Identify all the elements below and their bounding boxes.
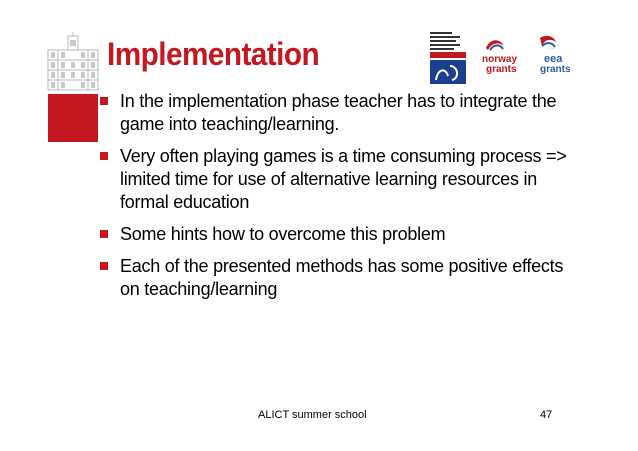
- bullet-square-icon: [100, 230, 108, 238]
- bullet-item: [100, 145, 570, 214]
- partner-logos-graphic: [428, 30, 588, 86]
- bullet-item: [100, 255, 570, 301]
- university-logo: [44, 32, 102, 142]
- bullet-item: [100, 223, 570, 246]
- svg-text:···: ···: [550, 46, 555, 52]
- bullet-item: [100, 90, 570, 136]
- partner-logos: [428, 30, 588, 86]
- svg-text:grants: grants: [486, 64, 517, 75]
- bullet-square-icon: [100, 262, 108, 270]
- bullet-list: [100, 90, 570, 310]
- svg-text:grants: grants: [540, 64, 571, 75]
- bullet-text: In the implementation phase teacher has to integrate the game into teaching/learning.: [120, 91, 557, 134]
- bullet-square-icon: [100, 152, 108, 160]
- svg-text:norway: norway: [482, 54, 518, 65]
- slide-title: Implementation: [107, 36, 320, 72]
- bullet-text: Each of the presented methods has some positive effects on teaching/learning: [120, 256, 564, 299]
- svg-text:eea: eea: [544, 53, 563, 65]
- eea-grants-logo: [540, 36, 571, 75]
- page-number: 47: [540, 409, 553, 421]
- footer-text: ALICT summer school: [258, 409, 367, 421]
- bullet-text: Some hints how to overcome this problem: [120, 224, 446, 244]
- project-logo: [430, 32, 466, 84]
- bullet-text: Very often playing games is a time consuming process => limited time for use of alternative learning resources in formal education: [120, 146, 567, 212]
- bullet-square-icon: [100, 97, 108, 105]
- norway-grants-logo: [482, 40, 517, 75]
